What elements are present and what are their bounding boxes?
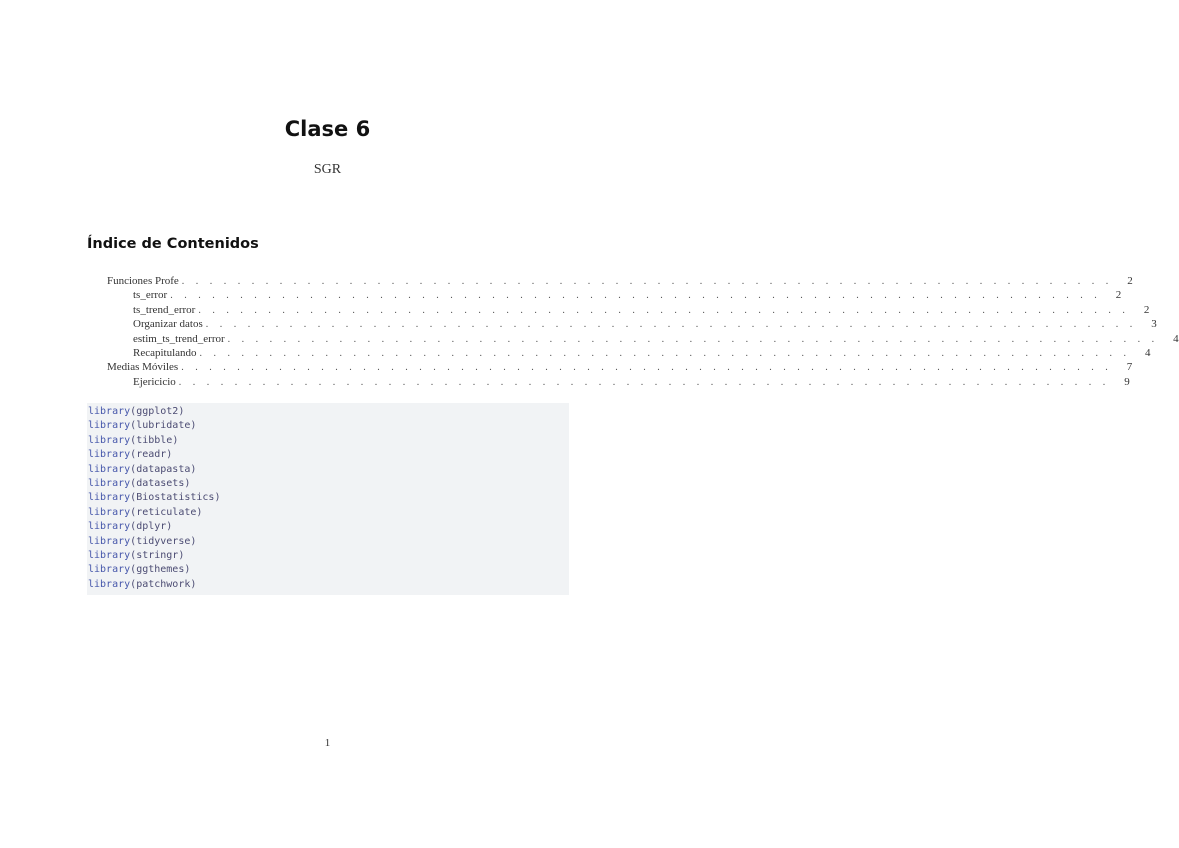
toc-leader-dots: . . . . . . . . . . . . . . . . . . . . . . . . . . . . . . . . . . . . . . . . . . . . . . . . . . . . . . . . . . . . . . . . . . . xyxy=(227,333,1159,345)
code-function: library xyxy=(88,506,131,518)
toc-leader-dots: . . . . . . . . . . . . . . . . . . . . . . . . . . . . . . . . . . . . . . . . . . . . . . . . . . . . . . . . . . . . . . . . . . . xyxy=(178,376,1110,388)
code-argument: reticulate xyxy=(136,506,197,518)
code-line: library(readr) xyxy=(88,449,173,461)
code-argument: readr xyxy=(136,449,167,461)
code-function: library xyxy=(88,406,131,417)
toc-entry-label[interactable]: Funciones Profe xyxy=(107,275,179,287)
code-line: library(tidyverse) xyxy=(88,535,197,547)
toc-leader-dots: . . . . . . . . . . . . . . . . . . . . . . . . . . . . . . . . . . . . . . . . . . . . . . . . . . . . . . . . . . . . . . . . . . . xyxy=(181,362,1113,374)
toc-entry-page[interactable]: 9 xyxy=(1124,375,1130,388)
code-line: library(Biostatistics) xyxy=(88,492,221,504)
toc-entry[interactable] xyxy=(87,317,1157,331)
toc-entry[interactable] xyxy=(87,332,1179,346)
document-author: SGR xyxy=(313,162,342,177)
toc-leader-dots: . . . . . . . . . . . . . . . . . . . . . . . . . . . . . . . . . . . . . . . . . . . . . . . . . . . . . . . . . . . . . . . . . . . xyxy=(170,290,1102,302)
code-function: library xyxy=(88,578,131,590)
toc-entry-page[interactable]: 2 xyxy=(1115,289,1122,302)
toc-entry[interactable] xyxy=(87,346,1151,360)
code-function: library xyxy=(88,449,131,461)
toc-entry-label[interactable]: Recapitulando xyxy=(133,346,197,359)
toc-entry-page[interactable]: 4 xyxy=(1173,332,1179,345)
code-argument: Biostatistics xyxy=(136,492,215,504)
toc-entry-label[interactable]: ts_error xyxy=(133,289,168,302)
code-function: library xyxy=(88,535,131,547)
code-line: library(ggplot2) xyxy=(88,406,185,417)
toc-entry-page[interactable]: 7 xyxy=(1126,361,1133,374)
code-line: library(tibble) xyxy=(88,434,179,446)
toc-leader-dots: . . . . . . . . . . . . . . . . . . . . . . . . . . . . . . . . . . . . . . . . . . . . . . . . . . . . . . . . . . . . . . . . . . . xyxy=(205,319,1137,331)
code-line: library(datasets) xyxy=(88,477,191,489)
toc-entry[interactable] xyxy=(87,375,1130,389)
code-function: library xyxy=(88,420,131,432)
code-argument: tidyverse xyxy=(136,535,191,547)
code-function: library xyxy=(88,434,131,446)
toc-entry-label[interactable]: Organizar datos xyxy=(133,318,203,331)
page-number: 1 xyxy=(324,737,331,749)
code-argument: datasets xyxy=(136,477,185,489)
toc-entry[interactable] xyxy=(87,303,1150,317)
table-of-contents xyxy=(87,274,1179,389)
toc-heading: Índice de Contenidos xyxy=(87,236,259,252)
toc-leader-dots: . . . . . . . . . . . . . . . . . . . . . . . . . . . . . . . . . . . . . . . . . . . . . . . . . . . . . . . . . . . . . . . . . . . xyxy=(198,304,1130,316)
code-function: library xyxy=(88,521,131,533)
code-argument: datapasta xyxy=(136,463,191,475)
code-line: library(lubridate) xyxy=(88,420,197,432)
code-argument: stringr xyxy=(136,549,179,561)
toc-entry-page[interactable]: 4 xyxy=(1145,346,1151,359)
code-line: library(stringr) xyxy=(88,549,185,561)
code-argument: ggthemes xyxy=(136,564,185,576)
code-function: library xyxy=(88,492,131,504)
toc-entry-label[interactable]: ts_trend_error xyxy=(133,303,196,316)
code-argument: ggplot2 xyxy=(136,406,179,417)
document-title: Clase 6 xyxy=(284,117,371,141)
code-line: library(dplyr) xyxy=(88,521,173,533)
toc-entry-page[interactable]: 3 xyxy=(1151,318,1157,331)
code-argument: patchwork xyxy=(136,578,191,590)
code-function: library xyxy=(88,564,131,576)
code-block xyxy=(87,403,569,595)
code-argument: tibble xyxy=(136,434,173,446)
toc-entry-label[interactable]: estim_ts_trend_error xyxy=(133,332,225,345)
toc-entry-label[interactable]: Ejericicio xyxy=(133,375,176,388)
toc-entry-page[interactable]: 2 xyxy=(1127,275,1133,287)
code-line: library(ggthemes) xyxy=(88,564,191,576)
code-line: library(datapasta) xyxy=(88,463,197,475)
code-function: library xyxy=(88,477,131,489)
toc-leader-dots: . . . . . . . . . . . . . . . . . . . . . . . . . . . . . . . . . . . . . . . . . . . . . . . . . . . . . . . . . . . . . . . . . . . xyxy=(181,276,1113,287)
code-argument: lubridate xyxy=(136,420,191,432)
code-line: library(reticulate) xyxy=(88,506,203,518)
toc-entry-label[interactable]: Medias Móviles xyxy=(107,361,179,374)
code-function: library xyxy=(88,463,131,475)
code-argument: dplyr xyxy=(136,521,167,533)
code-function: library xyxy=(88,549,131,561)
code-line: library(patchwork) xyxy=(88,578,197,590)
toc-entry-page[interactable]: 2 xyxy=(1143,303,1150,316)
toc-entry[interactable] xyxy=(87,274,1133,288)
toc-entry[interactable] xyxy=(87,360,1133,374)
toc-leader-dots: . . . . . . . . . . . . . . . . . . . . . . . . . . . . . . . . . . . . . . . . . . . . . . . . . . . . . . . . . . . . . . . . . . . xyxy=(199,347,1131,359)
toc-entry[interactable] xyxy=(87,288,1122,302)
